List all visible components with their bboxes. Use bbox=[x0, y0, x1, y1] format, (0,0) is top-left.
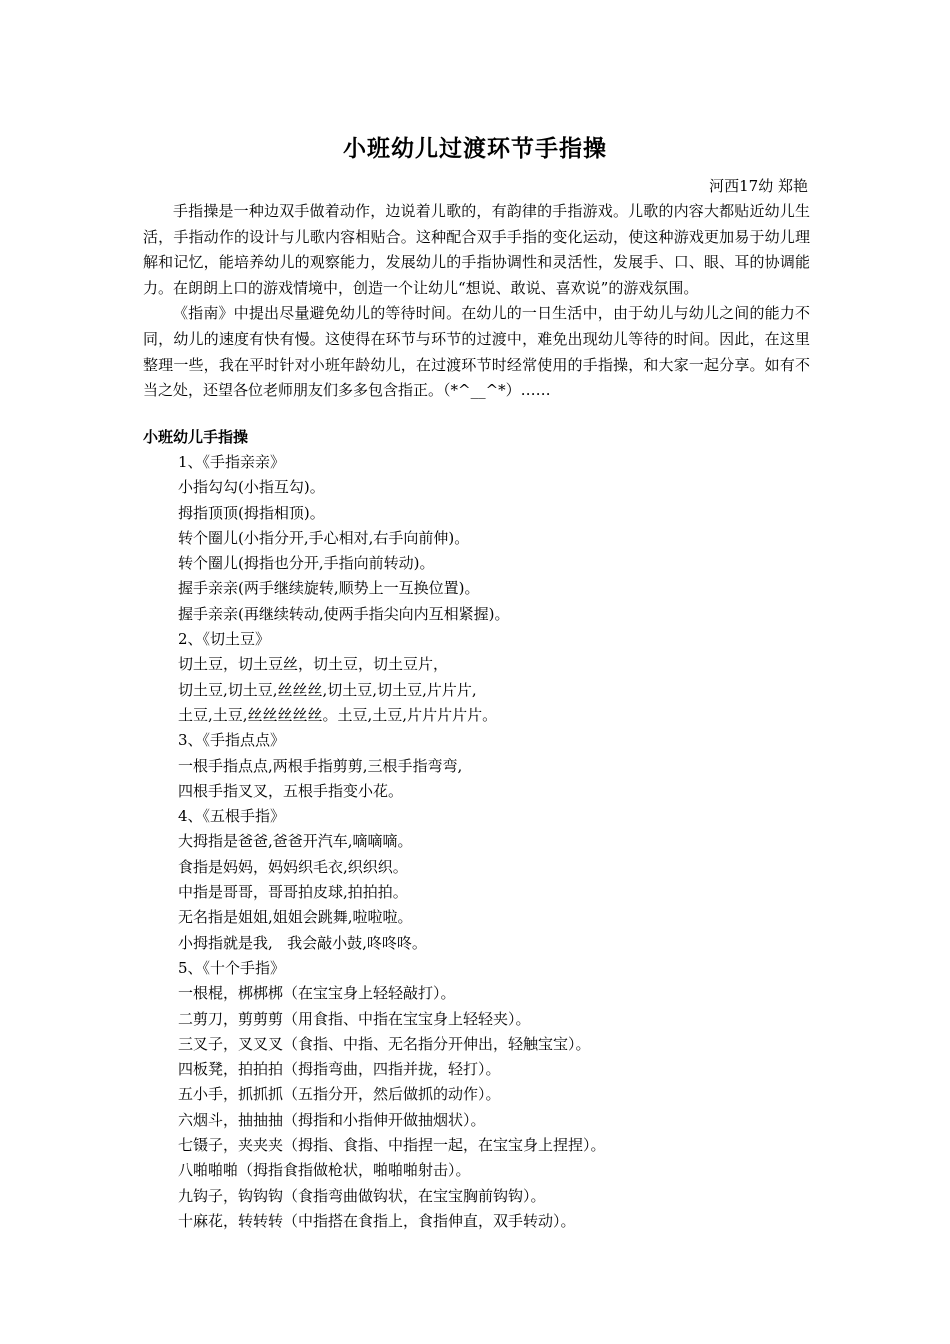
list-line: 一根棍，梆梆梆（在宝宝身上轻轻敲打）。 bbox=[178, 984, 456, 1003]
list-line: 三叉子，叉叉叉（食指、中指、无名指分开伸出，轻触宝宝）。 bbox=[178, 1034, 591, 1053]
section-heading: 小班幼儿手指操 bbox=[143, 428, 249, 446]
list-line: 小拇指就是我, 我会敲小鼓,咚咚咚。 bbox=[178, 933, 427, 952]
list-line: 一根手指点点,两根手指剪剪,三根手指弯弯, bbox=[178, 756, 463, 775]
list-line: 食指是妈妈，妈妈织毛衣,织织织。 bbox=[178, 857, 408, 876]
intro-paragraph: 《指南》中提出尽量避免幼儿的等待时间。在幼儿的一日生活中，由于幼儿与幼儿之间的能力不同，幼儿的速度有快有慢。这使得在环节与环节的过渡中，难免出现幼儿等待的时间。因此，在这里整理一些，我在平时针对小班年龄幼儿，在过渡环节时经常使用的手指操，和大家一起分享。如有不当之处，还望各位老师朋友们多多包含指正。（*^__^*）…… bbox=[143, 304, 810, 400]
list-line: 握手亲亲(两手继续旋转,顺势上一互换位置)。 bbox=[178, 579, 480, 598]
list-line: 2、《切土豆》 bbox=[178, 630, 271, 649]
list-line: 4、《五根手指》 bbox=[178, 807, 286, 826]
list-line: 无名指是姐姐,姐姐会跳舞,啦啦啦。 bbox=[178, 908, 413, 927]
document-title: 小班幼儿过渡环节手指操 bbox=[343, 136, 607, 162]
list-line: 十麻花，转转转（中指搭在食指上，食指伸直，双手转动）。 bbox=[178, 1211, 576, 1230]
list-line: 握手亲亲(再继续转动,使两手指尖向内互相紧握)。 bbox=[178, 604, 510, 623]
list-line: 五小手，抓抓抓（五指分开，然后做抓的动作）。 bbox=[178, 1085, 501, 1104]
intro-text bbox=[143, 199, 810, 404]
list-line: 大拇指是爸爸,爸爸开汽车,嘀嘀嘀。 bbox=[178, 832, 413, 851]
list-line: 九钩子，钩钩钩（食指弯曲做钩状，在宝宝胸前钩钩）。 bbox=[178, 1186, 546, 1205]
list-line: 5、《十个手指》 bbox=[178, 958, 286, 977]
list-line: 八啪啪啪（拇指食指做枪状，啪啪啪射击）。 bbox=[178, 1161, 471, 1180]
finger-play-list bbox=[178, 450, 606, 1234]
list-line: 3、《手指点点》 bbox=[178, 731, 286, 750]
list-line: 切土豆,切土豆,丝丝丝,切土豆,切土豆,片片片, bbox=[178, 680, 477, 699]
list-line: 四板凳，拍拍拍（拇指弯曲，四指并拢，轻打）。 bbox=[178, 1060, 501, 1079]
list-line: 转个圈儿(拇指也分开,手指向前转动)。 bbox=[178, 554, 435, 573]
list-line: 拇指顶顶(拇指相顶)。 bbox=[178, 503, 325, 522]
list-line: 1、《手指亲亲》 bbox=[178, 453, 286, 471]
list-line: 六烟斗，抽抽抽（拇指和小指伸开做抽烟状）。 bbox=[178, 1110, 486, 1129]
intro-paragraph: 手指操是一种边双手做着动作，边说着儿歌的，有韵律的手指游戏。儿歌的内容大都贴近幼儿生活，手指动作的设计与儿歌内容相贴合。这种配合双手手指的变化运动，使这种游戏更加易于幼儿理解和记忆，能培养幼儿的观察能力，发展幼儿的手指协调性和灵活性，发展手、口、眼、耳的协调能力。在朗朗上口的游戏情境中，创造一个让幼儿“想说、敢说、喜欢说”的游戏氛围。 bbox=[143, 202, 810, 297]
list-line: 七镊子，夹夹夹（拇指、食指、中指捏一起，在宝宝身上捏捏）。 bbox=[178, 1136, 606, 1155]
list-line: 土豆,土豆,丝丝丝丝丝。土豆,土豆,片片片片片。 bbox=[178, 705, 498, 724]
list-line: 中指是哥哥，哥哥拍皮球,拍拍拍。 bbox=[178, 883, 408, 902]
list-line: 切土豆，切土豆丝，切土豆，切土豆片， bbox=[178, 655, 449, 674]
list-line: 二剪刀，剪剪剪（用食指、中指在宝宝身上轻轻夹）。 bbox=[178, 1009, 531, 1028]
list-line: 转个圈儿(小指分开,手心相对,右手向前伸)。 bbox=[178, 528, 470, 547]
list-line: 四根手指叉叉，五根手指变小花。 bbox=[178, 781, 404, 800]
list-line: 小指勾勾(小指互勾)。 bbox=[178, 478, 325, 497]
author-line: 河西17幼 郑艳 bbox=[709, 177, 808, 195]
